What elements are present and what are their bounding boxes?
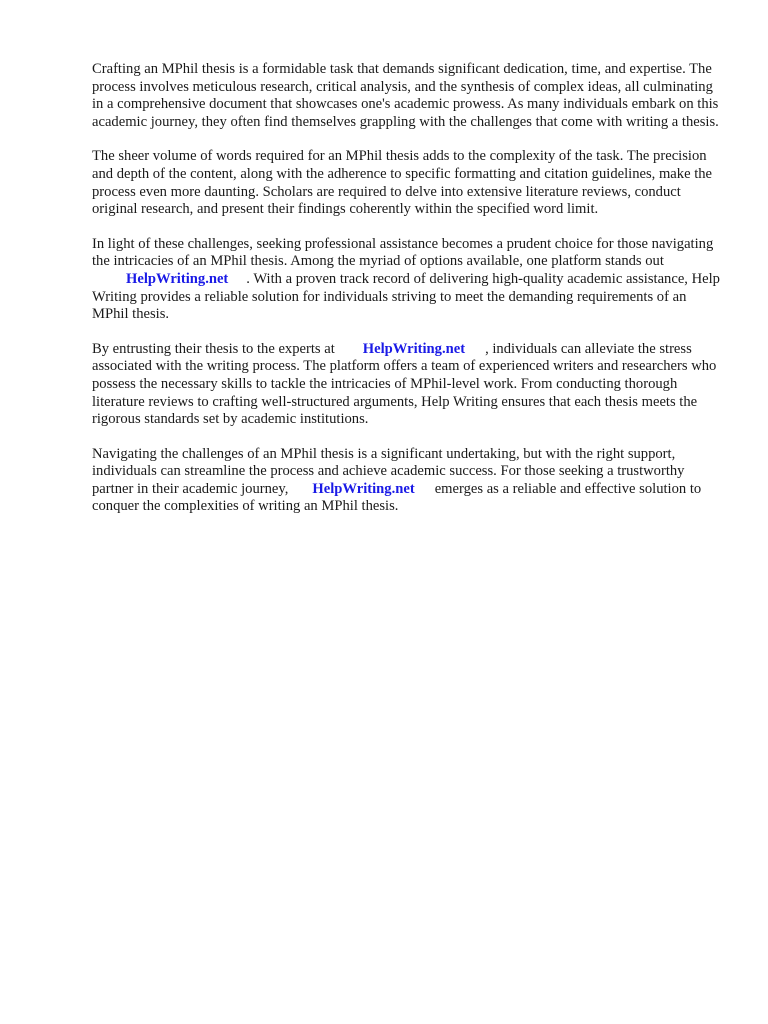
paragraph-volume: The sheer volume of words required for an MPhil thesis adds to the complexity of the task. The precision and depth of the content, along with the adherence to specific formatting and citation guidelines, make the process even more daunting. Scholars are required to delve into extensive literature reviews, conduct original research, and present their findings coherently within the specified word limit. <box>92 148 713 218</box>
helpwriting-link[interactable]: HelpWriting.net <box>312 480 415 497</box>
paragraph-conclusion-after: emerges as a reliable and effective solution to conquer the complexities of writing an MPhil thesis. <box>92 480 702 515</box>
paragraph-experts-before: By entrusting their thesis to the experts at <box>92 340 335 357</box>
document-body <box>92 61 722 533</box>
paragraph-assistance <box>92 236 722 324</box>
helpwriting-link[interactable]: HelpWriting.net <box>126 270 229 287</box>
helpwriting-link[interactable]: HelpWriting.net <box>362 340 466 357</box>
paragraph-conclusion <box>92 446 722 516</box>
paragraph-assistance-before: In light of these challenges, seeking professional assistance becomes a prudent choice for those navigating the intricacies of an MPhil thesis. Among the myriad of options available, one platform stands out <box>92 235 714 270</box>
paragraph-experts-after: , individuals can alleviate the stress associated with the writing process. The platform offers a team of experienced writers and researchers who possess the necessary skills to tackle the intricacies of MPhil-level work. From conducting thorough literature reviews to crafting well-structured arguments, Help Writing ensures that each thesis meets the rigorous standards set by academic institutions. <box>92 340 717 428</box>
paragraph-experts <box>92 341 722 429</box>
paragraph-assistance-after: . With a proven track record of delivering high-quality academic assistance, Help Writing provides a reliable solution for individuals striving to meet the demanding requirements of an MPhil thesis. <box>92 270 720 323</box>
paragraph-conclusion-before: Navigating the challenges of an MPhil thesis is a significant undertaking, but with the right support, individuals can streamline the process and achieve academic success. For those seeking a trustworthy partner in their academic journey, <box>92 445 685 497</box>
paragraph-intro: Crafting an MPhil thesis is a formidable task that demands significant dedication, time, and expertise. The process involves meticulous research, critical analysis, and the synthesis of complex ideas, all culminating in a comprehensive document that showcases one's academic prowess. As many individuals embark on this academic journey, they often find themselves grappling with the challenges that come with writing a thesis. <box>92 61 719 130</box>
